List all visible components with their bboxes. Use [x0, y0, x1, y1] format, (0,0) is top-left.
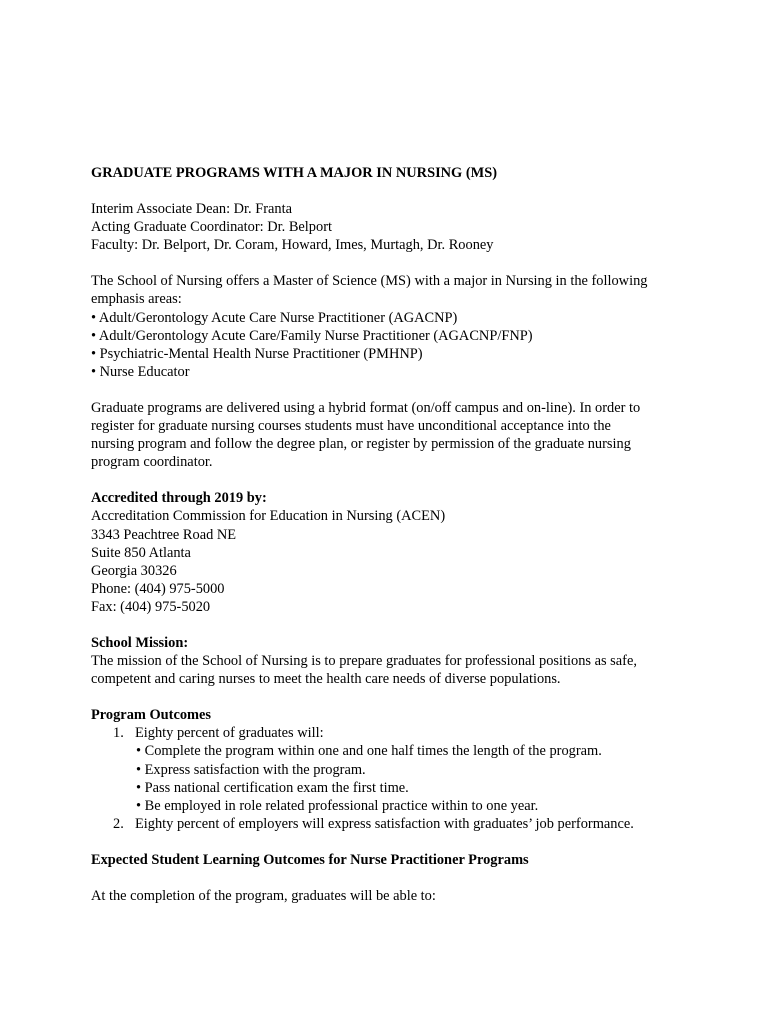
slo-heading: Expected Student Learning Outcomes for Nurse Practitioner Programs — [91, 851, 529, 868]
faculty-line: Faculty: Dr. Belport, Dr. Coram, Howard, Imes, Murtagh, Dr. Rooney — [91, 237, 494, 254]
document-title: GRADUATE PROGRAMS WITH A MAJOR IN NURSING (MS) — [91, 165, 498, 181]
accreditation-fax: Fax: (404) 975-5020 — [91, 598, 211, 615]
outcome-bullet: • Be employed in role related professional practice within to one year. — [136, 797, 539, 814]
outcome-text: Eighty percent of graduates will: — [135, 725, 324, 742]
delivery-paragraph-line: program coordinator. — [91, 454, 213, 471]
accreditation-line: Accreditation Commission for Education in Nursing (ACEN) — [91, 508, 446, 525]
intro-line: emphasis areas: — [91, 291, 182, 308]
delivery-paragraph-line: Graduate programs are delivered using a hybrid format (on/off campus and on-line). In order to — [91, 399, 641, 416]
delivery-paragraph-line: register for graduate nursing courses students must have unconditional acceptance into the — [91, 418, 611, 435]
emphasis-area-item: • Nurse Educator — [91, 363, 190, 380]
mission-line: The mission of the School of Nursing is to prepare graduates for professional positions as safe, — [91, 653, 637, 670]
accreditation-line: Suite 850 Atlanta — [91, 544, 191, 561]
emphasis-area-item: • Adult/Gerontology Acute Care Nurse Practitioner (AGACNP) — [91, 309, 458, 326]
mission-line: competent and caring nurses to meet the health care needs of diverse populations. — [91, 671, 561, 688]
accreditation-heading: Accredited through 2019 by: — [91, 490, 267, 507]
mission-heading: School Mission: — [91, 634, 189, 651]
interim-dean-line: Interim Associate Dean: Dr. Franta — [91, 201, 293, 218]
outcome-number: 2. — [113, 815, 124, 832]
outcomes-heading: Program Outcomes — [91, 707, 212, 724]
document-page — [91, 164, 691, 905]
outcome-bullet: • Express satisfaction with the program. — [136, 761, 366, 778]
slo-intro: At the completion of the program, graduates will be able to: — [91, 888, 436, 904]
accreditation-phone: Phone: (404) 975-5000 — [91, 580, 225, 597]
intro-line: The School of Nursing offers a Master of Science (MS) with a major in Nursing in the following — [91, 273, 648, 290]
graduate-coordinator-line: Acting Graduate Coordinator: Dr. Belport — [91, 219, 332, 236]
delivery-paragraph-line: nursing program and follow the degree plan, or register by permission of the graduate nursing — [91, 436, 631, 453]
emphasis-area-item: • Psychiatric-Mental Health Nurse Practitioner (PMHNP) — [91, 345, 423, 362]
accreditation-line: Georgia 30326 — [91, 562, 177, 579]
outcome-text: Eighty percent of employers will express satisfaction with graduates’ job performance. — [135, 815, 634, 832]
outcome-number: 1. — [113, 725, 124, 742]
accreditation-line: 3343 Peachtree Road NE — [91, 526, 237, 543]
outcome-bullet: • Complete the program within one and one half times the length of the program. — [136, 743, 602, 760]
outcome-bullet: • Pass national certification exam the first time. — [136, 779, 409, 796]
outcome-item — [91, 724, 691, 742]
outcome-item — [91, 815, 691, 833]
emphasis-area-item: • Adult/Gerontology Acute Care/Family Nurse Practitioner (AGACNP/FNP) — [91, 327, 533, 344]
